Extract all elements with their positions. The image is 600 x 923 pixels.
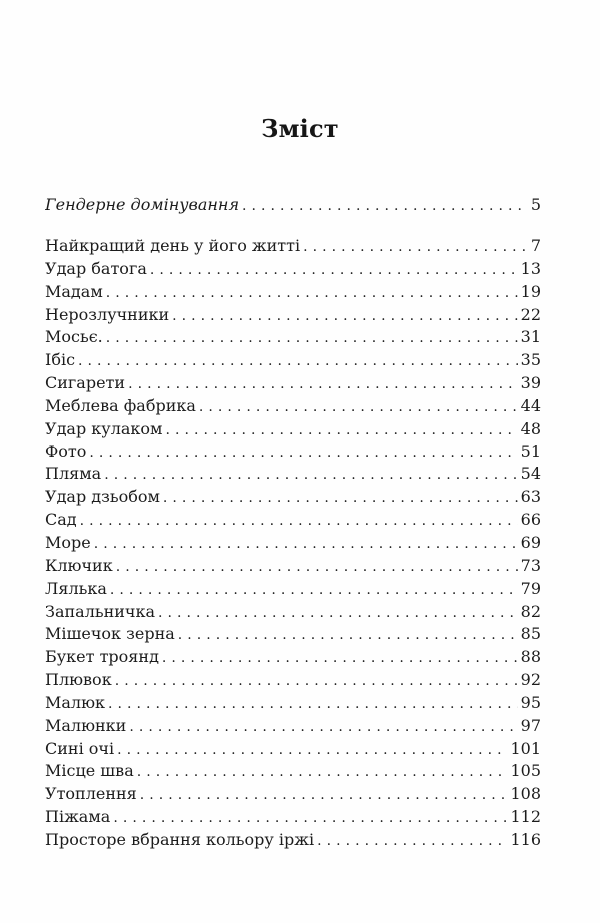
dot-leader bbox=[150, 259, 518, 281]
toc-entry-page-number: 85 bbox=[520, 624, 541, 644]
dot-leader bbox=[162, 647, 518, 669]
toc-entry-title: Гендерне домінування bbox=[45, 195, 240, 214]
toc-entry[interactable] bbox=[45, 669, 541, 692]
toc-entry-page-number: 82 bbox=[520, 601, 541, 621]
dot-leader bbox=[113, 807, 507, 829]
toc-entry-title: Сині очі bbox=[45, 738, 115, 758]
toc-entry[interactable] bbox=[45, 258, 541, 281]
toc-entry-title: Найкращий день у його житті bbox=[45, 236, 301, 255]
toc-entry-page-number: 35 bbox=[520, 350, 541, 370]
dot-leader bbox=[104, 464, 517, 486]
toc-main-section bbox=[45, 235, 541, 852]
toc-entry[interactable] bbox=[45, 601, 541, 624]
toc-entry[interactable] bbox=[45, 486, 541, 509]
toc-entry[interactable] bbox=[45, 646, 541, 669]
toc-entry-page-number: 31 bbox=[520, 327, 541, 347]
dot-leader bbox=[106, 282, 518, 304]
dot-leader bbox=[94, 533, 518, 555]
toc-entry[interactable] bbox=[45, 692, 541, 715]
toc-entry-page-number: 48 bbox=[520, 418, 541, 438]
toc-entry-page-number: 13 bbox=[520, 258, 541, 278]
toc-entry-title: Меблева фабрика bbox=[45, 395, 196, 415]
toc-entry[interactable] bbox=[45, 395, 541, 418]
dot-leader bbox=[158, 602, 518, 624]
toc-entry-title: Малюк bbox=[45, 692, 106, 712]
toc-entry-page-number: 116 bbox=[510, 829, 541, 849]
toc-entry-page-number: 112 bbox=[510, 807, 541, 827]
dot-leader bbox=[80, 510, 518, 532]
toc-entry-title: Плювок bbox=[45, 670, 112, 690]
toc-entry[interactable] bbox=[45, 235, 541, 258]
toc-entry[interactable] bbox=[45, 829, 541, 852]
dot-leader bbox=[78, 350, 518, 372]
toc-entry-page-number: 5 bbox=[530, 195, 541, 214]
toc-entry-title: Лялька bbox=[45, 578, 107, 598]
toc-entry-title: Сад bbox=[45, 510, 77, 530]
toc-entry-title: Удар кулаком bbox=[45, 418, 163, 438]
toc-entry-page-number: 108 bbox=[510, 784, 541, 804]
toc-entry-page-number: 44 bbox=[520, 395, 541, 415]
toc-entry[interactable] bbox=[45, 532, 541, 555]
toc-entry[interactable] bbox=[45, 194, 541, 217]
toc-entry[interactable] bbox=[45, 304, 541, 327]
toc-entry-title: Малюнки bbox=[45, 715, 127, 735]
toc-entry[interactable] bbox=[45, 326, 541, 349]
toc-entry-title: Мосьє. bbox=[45, 327, 103, 347]
dot-leader bbox=[108, 693, 518, 715]
toc-entry-page-number: 66 bbox=[520, 510, 541, 530]
toc-entry-page-number: 19 bbox=[520, 281, 541, 301]
toc-entry-page-number: 22 bbox=[520, 304, 541, 324]
toc-entry[interactable] bbox=[45, 760, 541, 783]
toc-entry-title: Фото bbox=[45, 441, 87, 461]
page-title: Зміст bbox=[261, 114, 339, 143]
toc-entry-page-number: 51 bbox=[520, 441, 541, 461]
toc-entry-title: Мадам bbox=[45, 281, 103, 301]
toc-entry-title: Нерозлучники bbox=[45, 304, 170, 324]
toc-entry-title: Море bbox=[45, 532, 91, 552]
toc-entry[interactable] bbox=[45, 783, 541, 806]
toc-entry-title: Піжама bbox=[45, 807, 111, 827]
toc-entry-page-number: 95 bbox=[520, 692, 541, 712]
dot-leader bbox=[178, 624, 518, 646]
toc-entry[interactable] bbox=[45, 418, 541, 441]
toc-entry-title: Букет троянд bbox=[45, 647, 159, 667]
toc-entry[interactable] bbox=[45, 441, 541, 464]
toc-entry[interactable] bbox=[45, 555, 541, 578]
dot-leader bbox=[137, 761, 508, 783]
toc-entry-page-number: 92 bbox=[520, 670, 541, 690]
toc-entry[interactable] bbox=[45, 509, 541, 532]
toc-entry-page-number: 7 bbox=[530, 236, 541, 255]
toc-entry[interactable] bbox=[45, 738, 541, 761]
dot-leader bbox=[110, 579, 518, 601]
toc-entry-page-number: 54 bbox=[520, 464, 541, 484]
dot-leader bbox=[303, 236, 528, 258]
toc-entry-title: Ключик bbox=[45, 555, 113, 575]
toc-entry[interactable] bbox=[45, 623, 541, 646]
toc-entry-page-number: 97 bbox=[520, 715, 541, 735]
toc-entry[interactable] bbox=[45, 806, 541, 829]
dot-leader bbox=[172, 305, 517, 327]
toc-entry-page-number: 88 bbox=[520, 647, 541, 667]
toc-entry[interactable] bbox=[45, 349, 541, 372]
toc-entry-title: Місце шва bbox=[45, 761, 134, 781]
toc-entry[interactable] bbox=[45, 578, 541, 601]
dot-leader bbox=[116, 556, 518, 578]
toc-entry-page-number: 63 bbox=[520, 487, 541, 507]
toc-entry-page-number: 101 bbox=[510, 738, 541, 758]
toc-entry-page-number: 69 bbox=[520, 532, 541, 552]
dot-leader bbox=[199, 396, 518, 418]
dot-leader bbox=[140, 784, 508, 806]
toc-entry-title: Удар батога bbox=[45, 258, 147, 278]
toc-entry[interactable] bbox=[45, 463, 541, 486]
dot-leader bbox=[129, 716, 517, 738]
dot-leader bbox=[106, 327, 518, 349]
toc-entry-page-number: 79 bbox=[520, 578, 541, 598]
dot-leader bbox=[317, 830, 507, 852]
toc-entry-title: Ібіс bbox=[45, 350, 76, 370]
toc-entry-title: Сигарети bbox=[45, 373, 126, 393]
toc-entry-title: Мішечок зерна bbox=[45, 624, 175, 644]
toc-entry[interactable] bbox=[45, 281, 541, 304]
toc-entry-title: Пляма bbox=[45, 464, 102, 484]
dot-leader bbox=[242, 195, 528, 217]
toc-entry-title: Просторе вбрання кольору іржі bbox=[45, 829, 315, 849]
toc-entry-title: Утоплення bbox=[45, 784, 137, 804]
toc-entry-page-number: 73 bbox=[520, 555, 541, 575]
toc-entry-page-number: 39 bbox=[520, 373, 541, 393]
toc-entry-page-number: 105 bbox=[510, 761, 541, 781]
dot-leader bbox=[165, 419, 517, 441]
dot-leader bbox=[163, 487, 518, 509]
toc-entry[interactable] bbox=[45, 715, 541, 738]
dot-leader bbox=[117, 739, 507, 761]
dot-leader bbox=[115, 670, 518, 692]
toc-entry-title: Удар дзьобом bbox=[45, 487, 160, 507]
toc-entry-title: Запальничка bbox=[45, 601, 156, 621]
dot-leader bbox=[128, 373, 518, 395]
toc-intro-section bbox=[45, 194, 541, 217]
dot-leader bbox=[89, 442, 517, 464]
toc-entry[interactable] bbox=[45, 372, 541, 395]
